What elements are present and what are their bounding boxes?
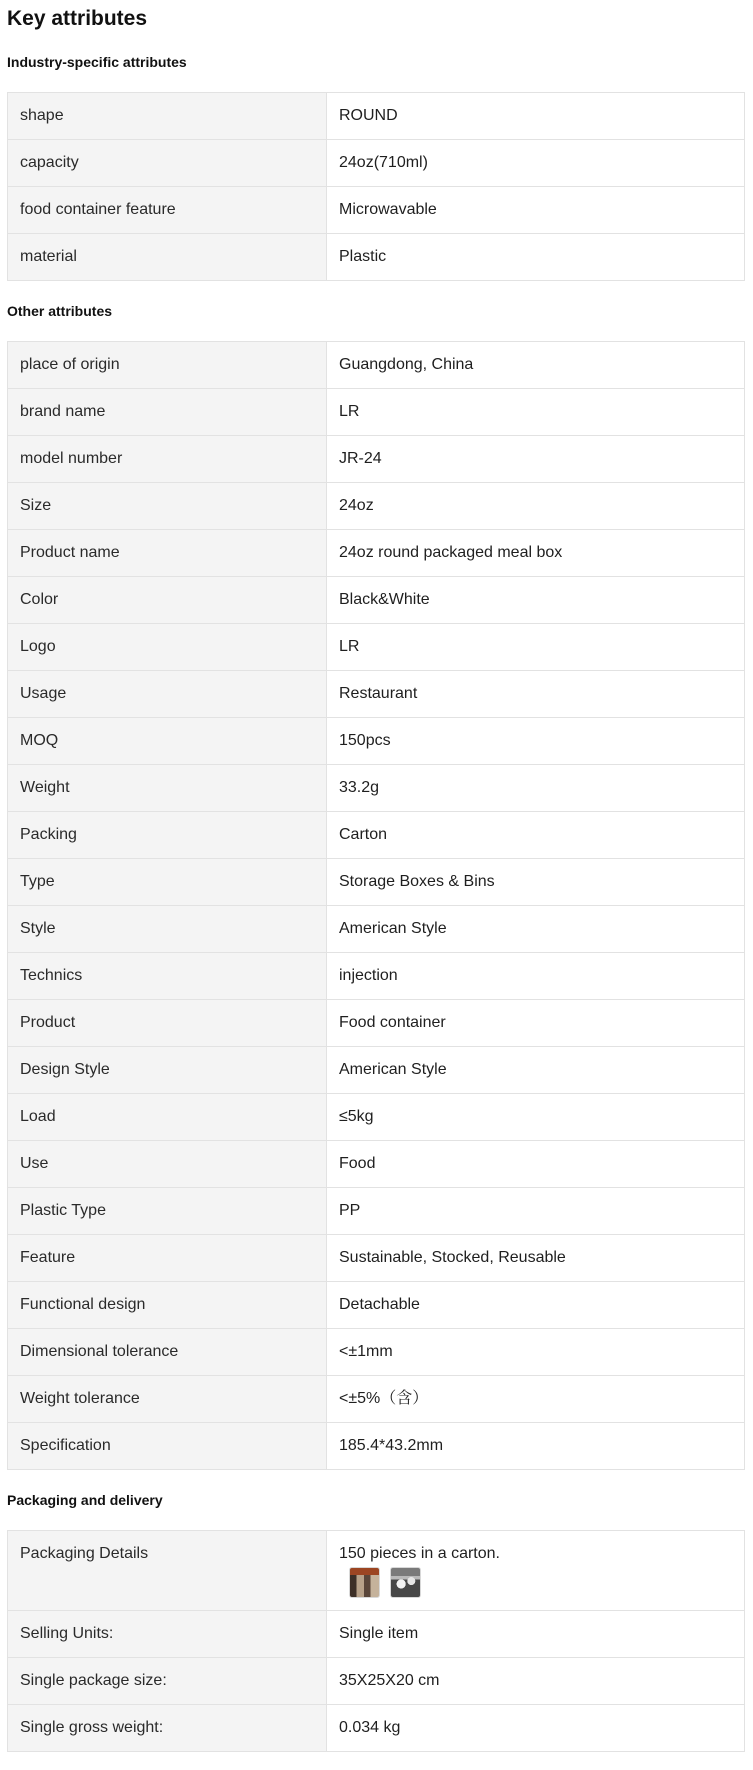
attribute-label: capacity <box>8 140 327 187</box>
section-packaging-and-delivery <box>7 1491 744 1752</box>
attribute-row-design-style <box>8 1047 745 1094</box>
attribute-label: food container feature <box>8 187 327 234</box>
attribute-row-load <box>8 1094 745 1141</box>
attribute-value: Sustainable, Stocked, Reusable <box>339 1249 566 1266</box>
attribute-value: 24oz round packaged meal box <box>339 544 563 561</box>
attribute-value: Plastic <box>339 248 387 265</box>
attribute-value: LR <box>339 403 360 420</box>
attribute-label: Load <box>8 1094 327 1141</box>
attribute-value: Detachable <box>339 1296 420 1313</box>
attribute-row-product-name <box>8 530 745 577</box>
attribute-row-dimensional-tolerance <box>8 1329 745 1376</box>
attribute-label: Weight tolerance <box>8 1376 327 1423</box>
attribute-row-type <box>8 859 745 906</box>
attribute-value-cell <box>327 1000 745 1047</box>
attribute-value-cell <box>327 1141 745 1188</box>
attribute-value-cell <box>327 389 745 436</box>
attribute-row-brand-name <box>8 389 745 436</box>
attribute-value: <±1mm <box>339 1343 393 1360</box>
attribute-value: 0.034 kg <box>339 1719 401 1736</box>
attribute-row-shape <box>8 93 745 140</box>
packaging-photo-thumbnail[interactable] <box>390 1567 421 1598</box>
attribute-value-cell <box>327 671 745 718</box>
attribute-value: Storage Boxes & Bins <box>339 873 495 890</box>
attribute-label: Selling Units: <box>8 1611 327 1658</box>
attribute-label: Usage <box>8 671 327 718</box>
attribute-value-cell <box>327 93 745 140</box>
attribute-value: 150 pieces in a carton. <box>339 1545 500 1562</box>
attribute-value: <±5%（含） <box>339 1390 429 1407</box>
attribute-label: Plastic Type <box>8 1188 327 1235</box>
attribute-row-selling-units <box>8 1611 745 1658</box>
attribute-label: Product <box>8 1000 327 1047</box>
attribute-row-style <box>8 906 745 953</box>
attribute-label: Color <box>8 577 327 624</box>
attribute-row-feature <box>8 1235 745 1282</box>
attribute-label: Style <box>8 906 327 953</box>
packaging-photo-strip <box>349 1567 732 1598</box>
attribute-value-cell <box>327 483 745 530</box>
attribute-value-cell <box>327 718 745 765</box>
attribute-row-packaging-details <box>8 1531 745 1611</box>
attribute-value: 185.4*43.2mm <box>339 1437 444 1454</box>
attribute-value: 24oz <box>339 497 374 514</box>
attribute-value-cell <box>327 1329 745 1376</box>
attribute-value-cell <box>327 577 745 624</box>
attribute-row-capacity <box>8 140 745 187</box>
attribute-label: Type <box>8 859 327 906</box>
attribute-value: Black&White <box>339 591 430 608</box>
attribute-label: Single gross weight: <box>8 1705 327 1752</box>
attribute-label: model number <box>8 436 327 483</box>
attribute-value-cell <box>327 530 745 577</box>
attribute-row-model-number <box>8 436 745 483</box>
attribute-value: American Style <box>339 920 447 937</box>
attribute-label: Specification <box>8 1423 327 1470</box>
attribute-label: Packing <box>8 812 327 859</box>
attribute-value: Food container <box>339 1014 446 1031</box>
attribute-value-cell <box>327 1094 745 1141</box>
attribute-label: Weight <box>8 765 327 812</box>
attribute-label: shape <box>8 93 327 140</box>
attribute-value: 35X25X20 cm <box>339 1672 440 1689</box>
attribute-value: Guangdong, China <box>339 356 474 373</box>
attribute-value: Microwavable <box>339 201 437 218</box>
attribute-value: ROUND <box>339 107 398 124</box>
attribute-row-size <box>8 483 745 530</box>
attribute-row-place-of-origin <box>8 342 745 389</box>
attribute-label: Logo <box>8 624 327 671</box>
attribute-value: injection <box>339 967 398 984</box>
attribute-value: American Style <box>339 1061 447 1078</box>
attribute-label: Single package size: <box>8 1658 327 1705</box>
attribute-table <box>7 341 745 1470</box>
attribute-value-cell <box>327 1047 745 1094</box>
attribute-value: LR <box>339 638 360 655</box>
attribute-row-material <box>8 234 745 281</box>
attribute-row-specification <box>8 1423 745 1470</box>
attribute-value-cell <box>327 1531 745 1611</box>
attribute-value-cell <box>327 765 745 812</box>
attribute-row-usage <box>8 671 745 718</box>
page-title: Key attributes <box>7 7 148 30</box>
attribute-value: Carton <box>339 826 388 843</box>
attribute-value-cell <box>327 624 745 671</box>
attribute-row-logo <box>8 624 745 671</box>
section-heading: Industry-specific attributes <box>7 54 187 70</box>
attribute-row-color <box>8 577 745 624</box>
attribute-value-cell <box>327 1705 745 1752</box>
attribute-table <box>7 92 745 281</box>
attribute-value-cell <box>327 187 745 234</box>
attribute-row-product <box>8 1000 745 1047</box>
attribute-row-single-package-size <box>8 1658 745 1705</box>
attribute-value-cell <box>327 1188 745 1235</box>
attribute-value-cell <box>327 906 745 953</box>
key-attributes-panel <box>0 6 744 1752</box>
attribute-row-food-container-feature <box>8 187 745 234</box>
attribute-row-packing <box>8 812 745 859</box>
attribute-value-cell <box>327 1235 745 1282</box>
attribute-label: Use <box>8 1141 327 1188</box>
attribute-row-weight <box>8 765 745 812</box>
attribute-label: brand name <box>8 389 327 436</box>
attribute-value: Food <box>339 1155 376 1172</box>
attribute-value-cell <box>327 436 745 483</box>
attribute-row-moq <box>8 718 745 765</box>
attribute-value: 24oz(710ml) <box>339 154 428 171</box>
attribute-value: ≤5kg <box>339 1108 374 1125</box>
attribute-value-cell <box>327 234 745 281</box>
attribute-label: Product name <box>8 530 327 577</box>
attribute-label: place of origin <box>8 342 327 389</box>
attribute-value: 150pcs <box>339 732 391 749</box>
attribute-value-cell <box>327 1611 745 1658</box>
attribute-sections <box>7 53 744 1752</box>
attribute-label: Design Style <box>8 1047 327 1094</box>
packaging-photo-thumbnail[interactable] <box>349 1567 380 1598</box>
attribute-row-use <box>8 1141 745 1188</box>
attribute-label: MOQ <box>8 718 327 765</box>
attribute-label: Feature <box>8 1235 327 1282</box>
attribute-label: Packaging Details <box>8 1531 327 1611</box>
attribute-label: Technics <box>8 953 327 1000</box>
attribute-row-single-gross-weight <box>8 1705 745 1752</box>
section-other-attributes <box>7 302 744 1470</box>
attribute-value: Restaurant <box>339 685 418 702</box>
attribute-label: material <box>8 234 327 281</box>
attribute-row-technics <box>8 953 745 1000</box>
section-heading: Other attributes <box>7 303 113 319</box>
attribute-value: PP <box>339 1202 361 1219</box>
attribute-value: Single item <box>339 1625 419 1642</box>
attribute-value-cell <box>327 1658 745 1705</box>
attribute-value-cell <box>327 140 745 187</box>
attribute-label: Size <box>8 483 327 530</box>
attribute-value-cell <box>327 1282 745 1329</box>
attribute-value-cell <box>327 812 745 859</box>
section-heading: Packaging and delivery <box>7 1492 163 1508</box>
attribute-value-cell <box>327 1376 745 1423</box>
attribute-label: Dimensional tolerance <box>8 1329 327 1376</box>
attribute-value: JR-24 <box>339 450 382 467</box>
attribute-value: 33.2g <box>339 779 380 796</box>
section-industry-specific-attributes <box>7 53 744 281</box>
attribute-table <box>7 1530 745 1752</box>
attribute-value-cell <box>327 859 745 906</box>
attribute-row-weight-tolerance <box>8 1376 745 1423</box>
attribute-row-plastic-type <box>8 1188 745 1235</box>
attribute-value-cell <box>327 342 745 389</box>
attribute-value-cell <box>327 953 745 1000</box>
attribute-label: Functional design <box>8 1282 327 1329</box>
attribute-value-cell <box>327 1423 745 1470</box>
attribute-row-functional-design <box>8 1282 745 1329</box>
